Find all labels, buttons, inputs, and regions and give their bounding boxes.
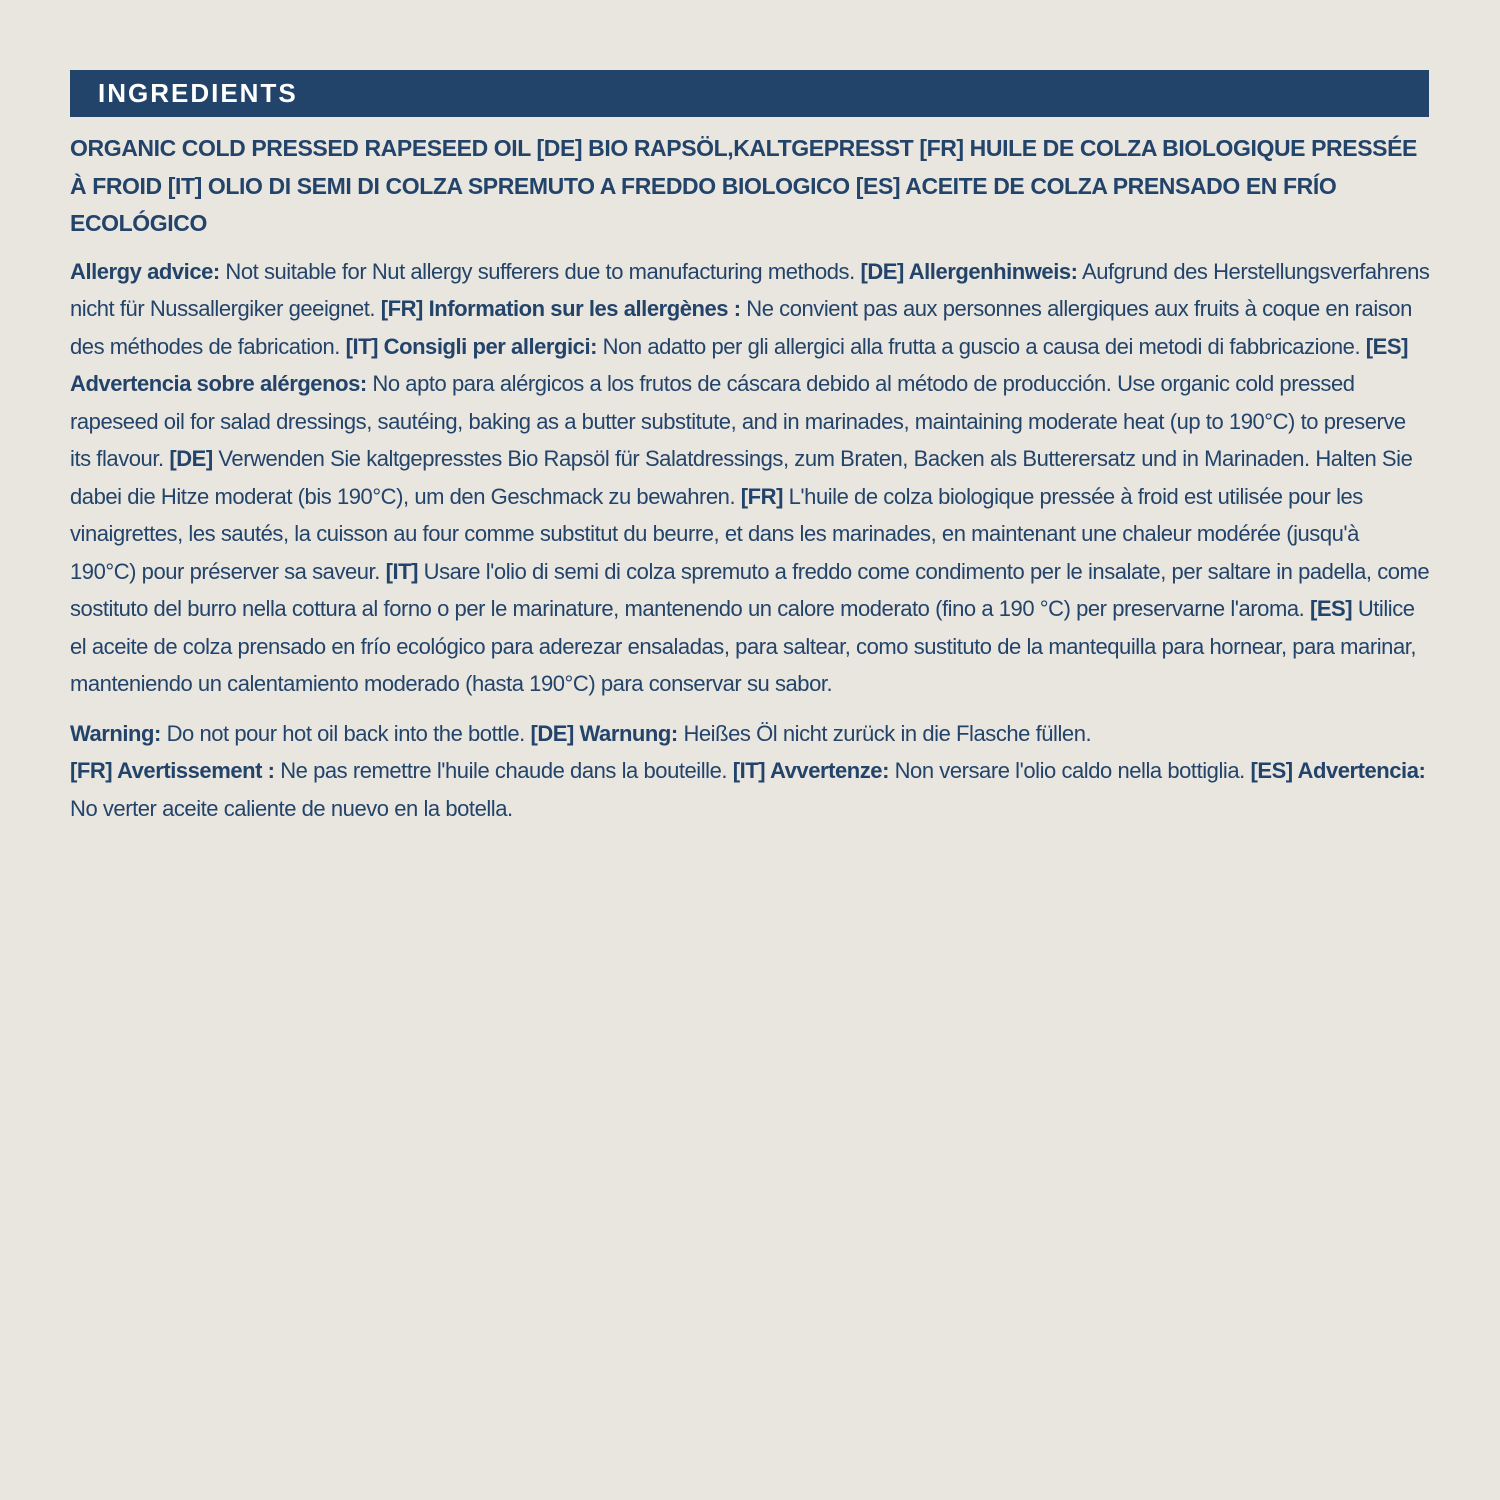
usage-label-fr: [FR] (740, 483, 783, 509)
warning-label-en: Warning: (70, 720, 161, 746)
usage-label-es: [ES] (1309, 596, 1353, 621)
allergy-advice-label-es: [ES] Advertencia sobre alérgenos: (70, 333, 1408, 396)
warning-text-de: Heißes Öl nicht zurück in die Flasche füllen. (677, 720, 1092, 746)
warning-text-fr: Ne pas remettre l'huile chaude dans la bouteille. (274, 758, 733, 783)
allergy-advice-label-fr: [FR] Information sur les allergènes : (380, 296, 741, 321)
usage-text-it: Usare l'olio di semi di colza spremuto a freddo come condimento per le insalate, per saltare in padella, come sostituto del burro nella cottura al forno o per le marinature, mantenendo un calore moderato (fino a 190 °C) per preservarne l'aroma. (70, 558, 1430, 621)
allergy-advice-text-en: Not suitable for Nut allergy sufferers due to manufacturing methods. (219, 258, 861, 284)
warning-text-es: No verter aceite caliente de nuevo en la botella. (70, 795, 513, 821)
warning-paragraph (70, 715, 1430, 828)
ingredients-list: ORGANIC COLD PRESSED RAPESEED OIL [DE] BIO RAPSÖL,KALTGEPRESST [FR] HUILE DE COLZA BIOLOGIQUE PRESSÉE À FROID [IT] OLIO DI SEMI DI COLZA SPREMUTO A FREDDO BIOLOGICO [ES] ACEITE DE COLZA PRENSADO EN FRÍO ECOLÓGICO (70, 135, 1417, 236)
allergy-usage-paragraph (70, 253, 1430, 703)
usage-label-it: [IT] (385, 558, 418, 584)
allergy-advice-label-de: [DE] Allergenhinweis: (860, 258, 1078, 284)
warning-text-it: Non versare l'olio caldo nella bottiglia. (888, 758, 1251, 783)
allergy-advice-label-en: Allergy advice: (70, 258, 220, 284)
usage-text-es: Utilice el aceite de colza prensado en frío ecológico para aderezar ensaladas, para saltear, como sustituto de la mantequilla para hornear, para marinar, manteniendo un calentamiento moderado (hasta 190°C) para conservar su sabor. (70, 596, 1417, 696)
allergy-advice-text-de: Aufgrund des Herstellungsverfahrens nicht für Nussallergiker geeignet. (70, 258, 1430, 321)
ingredients-title: INGREDIENTS (98, 78, 298, 108)
warning-label-de: [DE] Warnung: (530, 720, 678, 746)
usage-label-de: [DE] (169, 446, 213, 471)
warning-label-es: [ES] Advertencia: (1250, 758, 1426, 783)
allergy-advice-text-es: No apto para alérgicos a los frutos de cáscara debido al método de producción. (366, 371, 1118, 396)
usage-text-fr: L'huile de colza biologique pressée à froid est utilisée pour les vinaigrettes, les sautés, la cuisson au four comme substitut du beurre, et dans les marinades, en maintenant une chaleur modérée (jusqu'à 190°C) pour préserver sa saveur. (70, 483, 1363, 584)
usage-text-en: Use organic cold pressed rapeseed oil for salad dressings, sautéing, baking as a butter substitute, and in marinades, maintaining moderate heat (up to 190°C) to preserve its flavour. (70, 371, 1406, 471)
allergy-advice-text-it: Non adatto per gli allergici alla frutta a guscio a causa dei metodi di fabbricazione. (597, 333, 1366, 359)
warning-label-it: [IT] Avvertenze: (732, 758, 889, 783)
ingredients-header-bar (70, 70, 1429, 117)
allergy-advice-text-fr: Ne convient pas aux personnes allergiques aux fruits à coque en raison des méthodes de fabrication. (70, 296, 1412, 359)
label-content (70, 130, 1430, 827)
warning-text-en: Do not pour hot oil back into the bottle. (160, 720, 531, 746)
allergy-advice-label-it: [IT] Consigli per allergici: (345, 333, 598, 359)
warning-label-fr: [FR] Avertissement : (70, 758, 275, 783)
usage-text-de: Verwenden Sie kaltgepresstes Bio Rapsöl für Salatdressings, zum Braten, Backen als Butterersatz und in Marinaden. Halten Sie dabei die Hitze moderat (bis 190°C), um den Geschmack zu bewahren. (70, 446, 1413, 509)
